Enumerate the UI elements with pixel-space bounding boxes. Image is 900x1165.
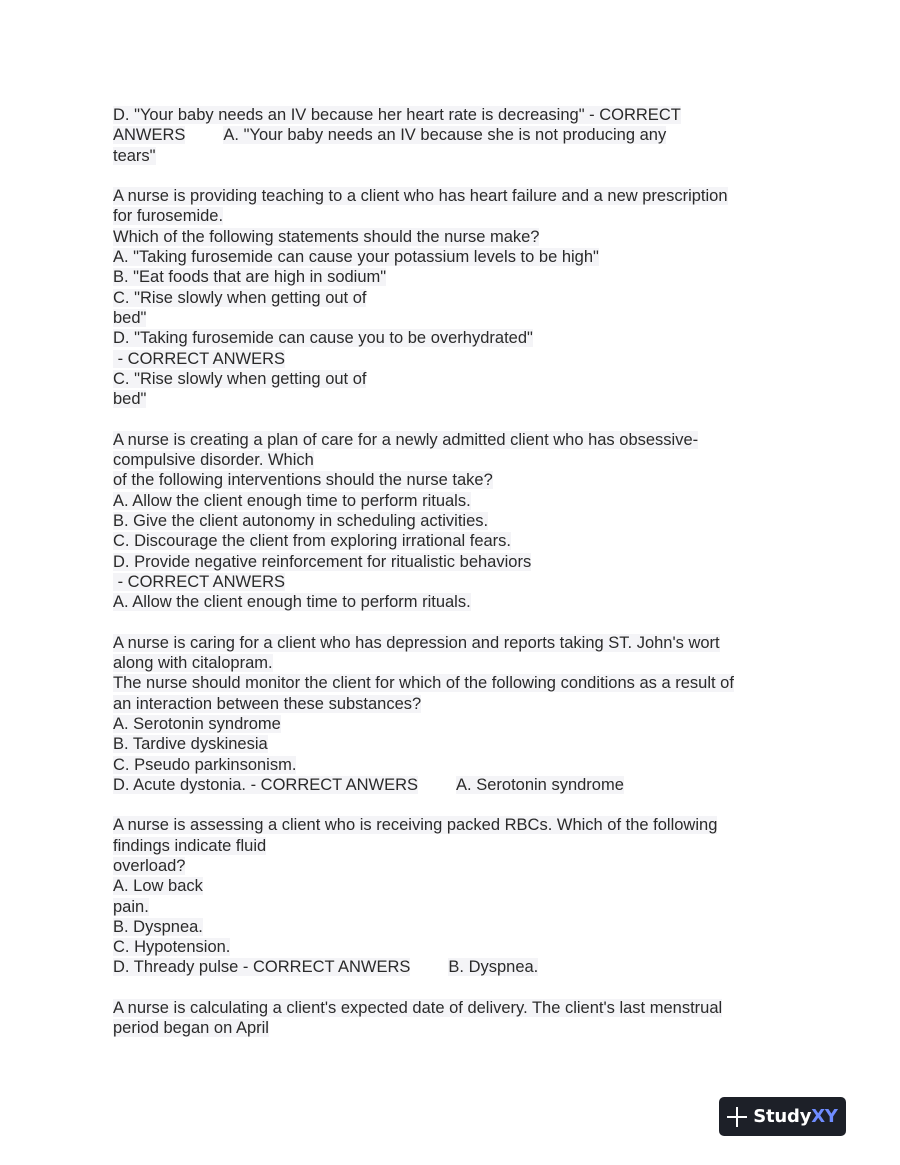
- text-segment: B. "Eat foods that are high in sodium": [113, 268, 387, 287]
- text-line: [113, 836, 793, 856]
- question-block: [113, 186, 793, 409]
- studyxy-logo[interactable]: [719, 1097, 846, 1136]
- text-line: [113, 714, 793, 734]
- text-line: [113, 105, 793, 125]
- text-segment: D. "Your baby needs an IV because her heart rate is decreasing" - CORRECT: [113, 106, 681, 124]
- text-segment: C. Pseudo parkinsonism.: [113, 755, 297, 774]
- text-line: [113, 998, 793, 1018]
- question-block: [113, 815, 793, 977]
- text-line: [113, 897, 793, 917]
- text-segment: for furosemide.: [113, 207, 224, 226]
- text-line: [113, 552, 793, 572]
- text-segment: pain.: [113, 897, 149, 916]
- question-block: [113, 998, 793, 1039]
- text-segment: A nurse is assessing a client who is receiving packed RBCs. Which of the following: [113, 816, 718, 835]
- text-segment: - CORRECT ANWERS: [113, 572, 286, 591]
- text-segment: A nurse is caring for a client who has depression and reports taking ST. John's wort: [113, 633, 720, 652]
- text-line: [113, 957, 793, 977]
- text-segment: C. "Rise slowly when getting out of: [113, 288, 367, 307]
- logo-text-main: Study: [753, 1106, 812, 1127]
- text-segment: D. Acute dystonia. - CORRECT ANWERS: [113, 775, 419, 794]
- text-segment: A. Serotonin syndrome: [456, 775, 624, 794]
- text-segment: tears": [113, 146, 156, 165]
- text-line: [113, 775, 793, 795]
- text-line: [113, 227, 793, 247]
- text-line: [113, 206, 793, 226]
- text-line: [113, 592, 793, 612]
- text-segment: A nurse is calculating a client's expected date of delivery. The client's last menstrual: [113, 999, 723, 1018]
- text-segment: C. "Rise slowly when getting out of: [113, 369, 367, 388]
- text-segment: C. Discourage the client from exploring irrational fears.: [113, 532, 512, 551]
- text-segment: D. Thready pulse - CORRECT ANWERS: [113, 958, 411, 977]
- document-content: [113, 105, 793, 1059]
- text-segment: A nurse is providing teaching to a client who has heart failure and a new prescription: [113, 187, 728, 206]
- text-segment: B. Dyspnea.: [448, 958, 539, 977]
- text-line: [113, 308, 793, 328]
- text-segment: findings indicate fluid: [113, 836, 267, 855]
- text-segment: A nurse is creating a plan of care for a newly admitted client who has obsessive-: [113, 430, 699, 449]
- question-block: [113, 633, 793, 795]
- text-line: [113, 673, 793, 693]
- text-segment: B. Tardive dyskinesia: [113, 735, 268, 754]
- logo-text: [753, 1106, 838, 1127]
- text-line: [113, 247, 793, 267]
- text-line: [113, 349, 793, 369]
- text-line: [113, 491, 793, 511]
- text-line: [113, 369, 793, 389]
- text-line: [113, 531, 793, 551]
- text-segment: bed": [113, 390, 147, 409]
- text-segment: The nurse should monitor the client for which of the following conditions as a result of: [113, 674, 734, 693]
- text-line: [113, 917, 793, 937]
- text-line: [113, 856, 793, 876]
- text-segment: A. Allow the client enough time to perform rituals.: [113, 491, 471, 510]
- text-segment: A. Low back: [113, 877, 203, 896]
- text-segment: period began on April: [113, 1019, 269, 1038]
- text-segment: D. Provide negative reinforcement for ritualistic behaviors: [113, 552, 532, 571]
- text-line: [113, 937, 793, 957]
- text-line: [113, 125, 793, 145]
- logo-text-accent: XY: [811, 1106, 838, 1127]
- text-line: [113, 389, 793, 409]
- text-line: [113, 186, 793, 206]
- question-block: [113, 430, 793, 613]
- text-line: [113, 755, 793, 775]
- text-segment: ANWERS: [113, 126, 186, 145]
- text-segment: A. "Taking furosemide can cause your potassium levels to be high": [113, 248, 599, 267]
- text-segment: an interaction between these substances?: [113, 694, 422, 713]
- text-line: [113, 470, 793, 490]
- text-segment: A. Allow the client enough time to perform rituals.: [113, 593, 471, 612]
- text-line: [113, 653, 793, 673]
- text-line: [113, 450, 793, 470]
- text-line: [113, 734, 793, 754]
- text-line: [113, 694, 793, 714]
- text-segment: compulsive disorder. Which: [113, 451, 314, 470]
- text-segment: D. "Taking furosemide can cause you to be overhydrated": [113, 329, 533, 348]
- text-segment: of the following interventions should the nurse take?: [113, 471, 493, 490]
- text-line: [113, 633, 793, 653]
- text-line: [113, 876, 793, 896]
- text-segment: C. Hypotension.: [113, 938, 231, 957]
- text-line: [113, 146, 793, 166]
- text-line: [113, 815, 793, 835]
- text-segment: A. Serotonin syndrome: [113, 714, 281, 733]
- text-segment: along with citalopram.: [113, 654, 273, 673]
- plus-icon: [727, 1107, 747, 1127]
- text-segment: A. "Your baby needs an IV because she is not producing any: [223, 126, 667, 145]
- text-segment: Which of the following statements should the nurse make?: [113, 227, 540, 246]
- text-segment: - CORRECT ANWERS: [113, 349, 286, 368]
- text-segment: overload?: [113, 856, 186, 875]
- text-line: [113, 1018, 793, 1038]
- text-line: [113, 430, 793, 450]
- text-line: [113, 267, 793, 287]
- text-segment: B. Give the client autonomy in scheduling activities.: [113, 511, 489, 530]
- text-line: [113, 288, 793, 308]
- text-segment: bed": [113, 308, 147, 327]
- text-line: [113, 572, 793, 592]
- text-segment: B. Dyspnea.: [113, 917, 203, 936]
- text-line: [113, 511, 793, 531]
- text-line: [113, 328, 793, 348]
- question-block: [113, 105, 793, 166]
